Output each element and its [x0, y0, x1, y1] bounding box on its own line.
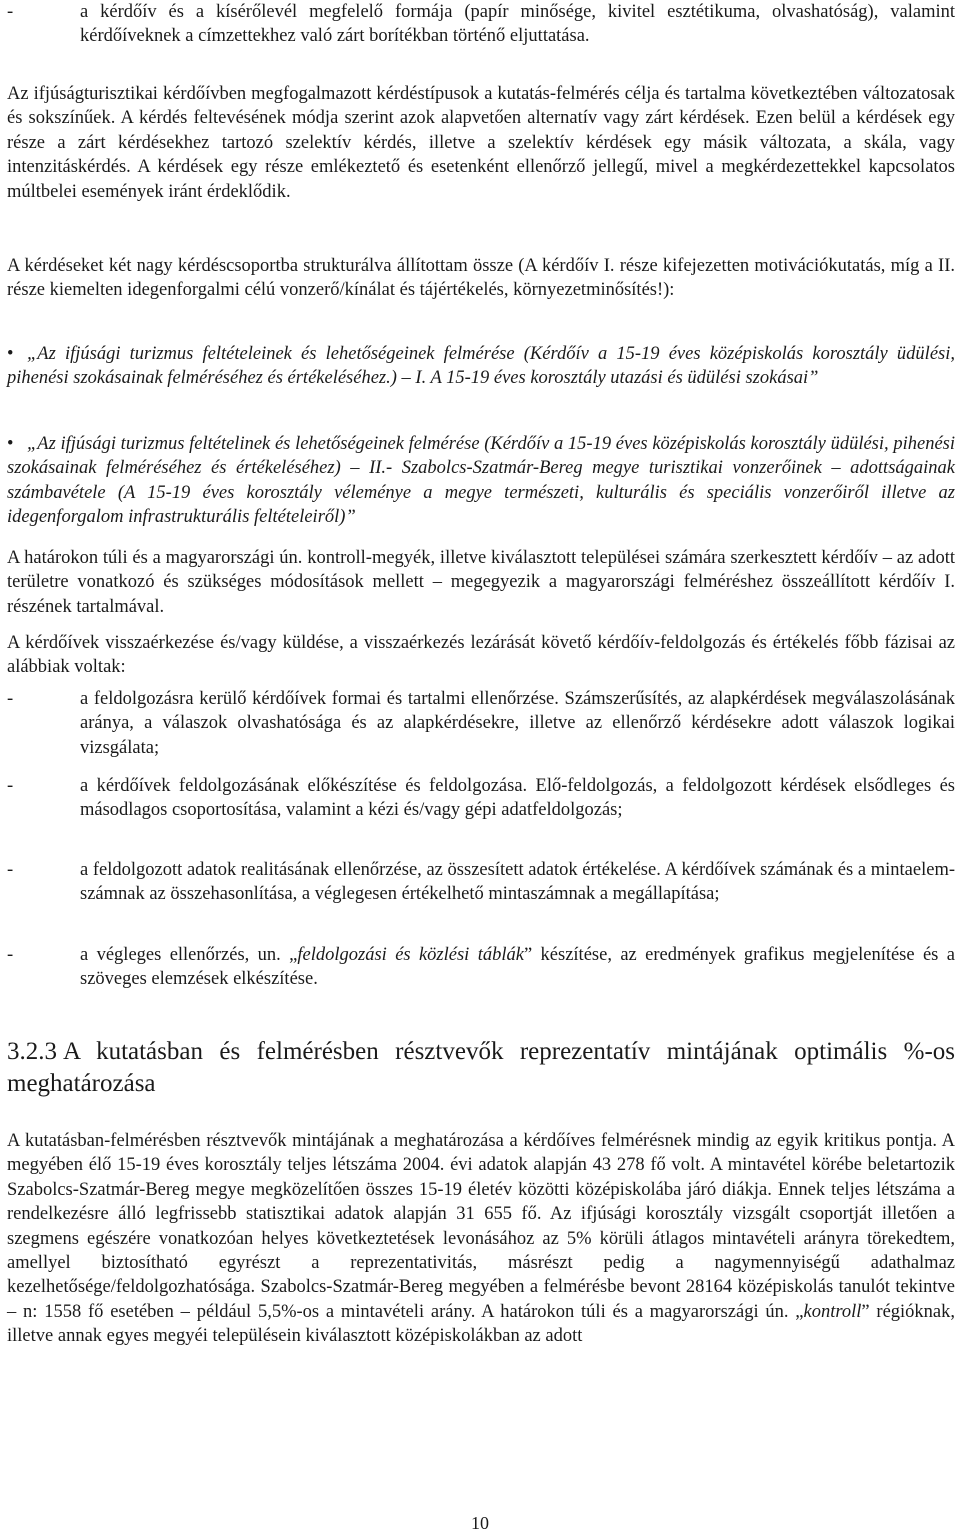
paragraph-intro: Az ifjúságturisztikai kérdőívben megfogalmazott kérdéstípusok a kutatás-felmérés célja és tartalma következtében változatosak és sokszínűek. A kérdés feltevésének módja szerint azok alapvetően alternatív vagy zárt kérdések. Ezen belül a kérdések egy része a zárt kérdésekhez tartozó szelektív kérdés, illetve a szelektív kérdések egy másik változata, a skála, vagy intenzitáskérdés. A kérdések egy része emlékeztető és esetenként ellenőrző jellegű, mivel a megkérdezettekkel kapcsolatos múltbelei események iránt érdeklődik.: [7, 84, 955, 202]
list-item-text: a kérdőív és a kísérőlevél megfelelő formája (papír minősége, kivitel esztétikuma, olvashatóság), valamint kérdőíveknek a címzettekhez való zárt borítékban történő eljuttatása.: [80, 2, 955, 47]
paragraph-sample-text: A kutatásban-felmérésben résztvevők mintájának a meghatározása a kérdőíves felmérésnek mindig az egyik kritikus pontja. A megyében élő 15-19 éves korosztály teljes létszáma 2004. évi adatok alapján 43 278 fő volt. A mintavétel körébe beletartozik Szabolcs-Szatmár-Bereg megye megközelítően összes 15-19 életév közötti középiskolába járó diákja. Ennek teljes létszáma a rendelkezésre álló legfrissebb statisztikai adatok alapján 31 655 fő. Az ifjúsági korosztály vizsgált csoportját illetően a szegmens egészére vonatkozóan helyes következtetések levonásához az 5% körüli átlagos mintavételi arányra törekedtem, amellyel biztosítható egyrészt a reprezentativitás, másrészt pedig a nagymennyiségű adathalmaz kezelhetősége/feldolgozhatósága. Szabolcs-Szatmár-Bereg megyében a felmérésbe bevont 28164 középiskolás tanulót tekintve – n: 1558 fő esetében – például 5,5%-os a mintavételi arány. A határokon túli és a magyarországi ún. „: [7, 1131, 955, 1322]
paragraph-question-groups: A kérdéseket két nagy kérdéscsoportba strukturálva állítottam össze (A kérdőív I. része kifejezetten motivációkutatás, míg a II. része kiemelten idegenforgalmi célú vonzerő/kínálat és tájértékelés, környezetminősítés!):: [7, 256, 955, 301]
section-title: A kutatásban és felmérésben résztvevők reprezentatív mintájának optimális %-os meghatározása: [7, 1038, 955, 1097]
list-item-text: [80, 943, 955, 992]
list-item-text: a feldolgozott adatok realitásának ellenőrzése, az összesített adatok értékelése. A kérdőívek számának és a mintaelem-számnak az összehasonlítása, a véglegesen értékelhető mintaszámnak a megállapítása;: [80, 860, 955, 905]
list-marker: -: [7, 2, 14, 22]
list-item-text-emphasis: feldolgozási és közlési táblák: [297, 945, 524, 965]
bullet-text: „Az ifjúsági turizmus feltételinek és lehetőségeinek felmérése (Kérdőív a 15-19 éves középiskolás korosztály üdülési, pihenési szokásainak felméréséhez és értékeléséhez) – II.- Szabolcs-Szatmár-Bereg megye turisztikai vonzerőinek – adottságainak számbavétele (A 15-19 éves korosztály véleménye a megye természeti, kulturális és speciális vonzerőiről illetve az idegenforgalom infrastrukturális feltételeiről)”: [7, 434, 955, 528]
paragraph-control-counties: A határokon túli és a magyarországi ún. kontroll-megyék, illetve kiválasztott települései számára szerkesztett kérdőív – az adott területre vonatkozó és szükséges módosítások mellett – megegyezik a magyarországi felméréshez összeállított kérdőív I. részének tartalmával.: [7, 548, 955, 617]
paragraph-phases: A kérdőívek visszaérkezése és/vagy küldése, a visszaérkezés lezárását követő kérdőív-feldolgozás és értékelés főbb fázisai az alábbiak voltak:: [7, 633, 955, 678]
bullet-icon: •: [7, 434, 14, 454]
bullet-text: „Az ifjúsági turizmus feltételeinek és lehetőségeinek felmérése (Kérdőív a 15-19 éves középiskolás korosztály üdülési, pihenési szokásainak felméréséhez és értékeléséhez.) – I. A 15-19 éves korosztály utazási és üdülési szokásai”: [7, 344, 955, 389]
list-marker: -: [7, 776, 14, 796]
paragraph-sample-emphasis: kontroll: [803, 1301, 862, 1322]
list-item-text-start: a végleges ellenőrzés, un. „: [80, 945, 298, 965]
list-marker: -: [7, 945, 14, 965]
list-item-text-end: ” készítése, az eredmények grafikus megjelenítése és a szöveges elemzések elkészítése.: [80, 945, 955, 990]
list-marker: -: [7, 689, 14, 709]
list-marker: -: [7, 860, 14, 880]
list-item-text: a kérdőívek feldolgozásának előkészítése és feldolgozása. Elő-feldolgozás, a feldolgozott kérdések elsődleges és másodlagos csoportosítása, valamint a kézi és/vagy gépi adatfeldolgozás;: [80, 776, 955, 821]
bullet-item: [7, 342, 955, 391]
paragraph-sample-size: [7, 1129, 955, 1349]
section-number: 3.2.3: [7, 1038, 57, 1065]
page-number: 10: [471, 1513, 489, 1533]
bullet-icon: •: [7, 344, 14, 364]
section-heading: [7, 1036, 955, 1100]
bullet-item: [7, 432, 955, 530]
list-item-text: a feldolgozásra kerülő kérdőívek formai és tartalmi ellenőrzése. Számszerűsítés, az alapkérdések megválaszolásának aránya, a válaszok olvashatósága és az alapkérdésekre, illetve az ellenőrző kérdésekre adott válaszok logikai vizsgálata;: [80, 689, 955, 758]
paragraph-sample-text-end: ” régióknak, illetve annak egyes megyéi településein kiválasztott középiskolákban az adott: [7, 1301, 956, 1347]
